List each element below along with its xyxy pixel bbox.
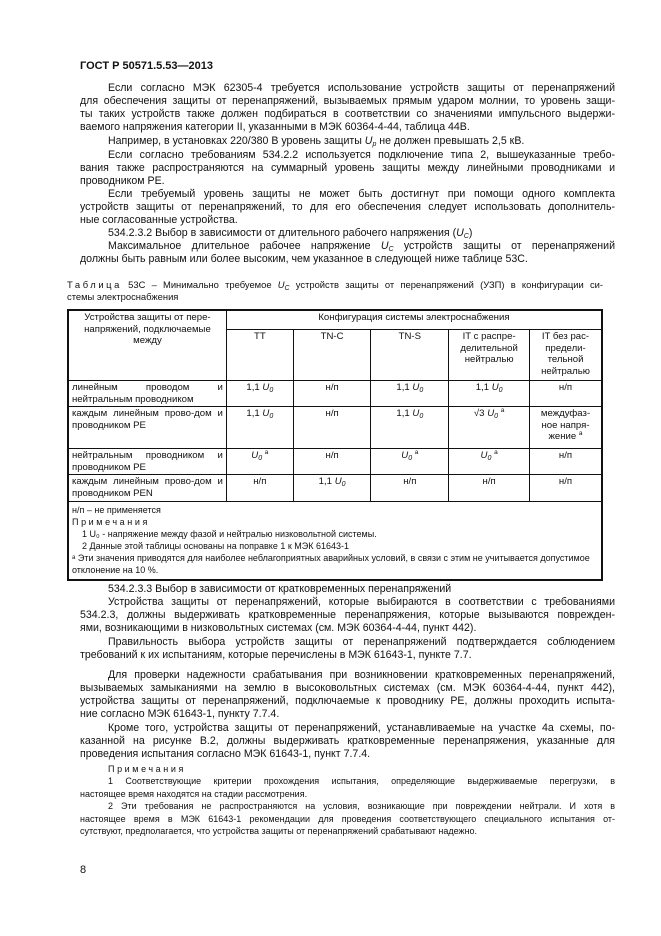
table-cell: н/п xyxy=(293,407,371,449)
table-53c xyxy=(67,309,603,581)
table-caption-label: Таблица xyxy=(67,279,122,290)
paragraph xyxy=(80,188,615,227)
table-cell: $U_0$ $^a$ xyxy=(449,449,530,475)
text-line: проведения испытания согласно МЭК 61643-1, пункт 7.7.4. xyxy=(80,748,371,761)
text-line: Для проверки надежности срабатывания при возникновении кратковременных перенапряжений, xyxy=(108,669,615,681)
note-1 xyxy=(80,775,615,800)
table-cell: н/п xyxy=(449,475,530,501)
text-line: 534.2.3, должны выдерживать кратковременные перенапряжения, которые вызываются поврежден- xyxy=(80,609,615,622)
column-header: IT с распре-делительной нейтралью xyxy=(449,330,530,381)
text-line: сутствуют, предполагается, что устройства защиты от перенапряжений срабатывают надежно. xyxy=(80,826,478,837)
note-2: 2 Данные этой таблицы основаны на поправке 1 к МЭК 61643-1 xyxy=(82,540,350,551)
text-line: Устройства защиты от перенапряжений, которые выбираются в соответствии с требованиями xyxy=(108,596,615,608)
text-line: Кроме того, устройства защиты от перенапряжений, устанавливаемые на участке 4а схемы, по- xyxy=(108,722,615,734)
paragraph xyxy=(80,149,615,188)
table-cell: 1,1 $U_0$ xyxy=(226,407,293,449)
column-header: TT xyxy=(226,330,293,381)
table-cell: н/п xyxy=(530,381,602,407)
table-cell: $U_0$ $^a$ xyxy=(371,449,449,475)
paragraph xyxy=(80,722,615,761)
row-label: каждым линейным прово-дом и проводником PEN xyxy=(68,475,226,501)
table-row xyxy=(68,449,602,475)
text-line: 534.2.3.3 Выбор в зависимости от кратковременных перенапряжений xyxy=(108,583,452,595)
table-cell: н/п xyxy=(530,449,602,475)
notes-block xyxy=(80,763,615,837)
group-header: Конфигурация системы электроснабжения xyxy=(226,310,602,330)
page-number: 8 xyxy=(80,864,87,876)
column-header: IT без рас-предели-тельной нейтралью xyxy=(530,330,602,381)
text-line: 1 Соответствующие критерии прохождения испытания, определяющие выдерживаемые перегрузки, в xyxy=(108,776,615,787)
table-cell: 1,1 $U_0$ xyxy=(293,475,371,501)
table-row xyxy=(68,475,602,501)
text-line: ваемого напряжения категории II, указанными в МЭК 60364-4-44, таблица 44В. xyxy=(80,121,470,134)
paragraph xyxy=(80,669,615,721)
text-line: должны быть равным или более высоким, чем указанное в следующей ниже таблице 53С. xyxy=(80,253,528,266)
abbrev: н/п – не применяется xyxy=(72,504,161,515)
table-row xyxy=(68,381,602,407)
text-line: настоящее время в МЭК 61643-1 рекомендации для проведения соответствующего специального испытания от- xyxy=(80,813,615,824)
table-row xyxy=(68,407,602,449)
table-cell: 1,1 $U_0$ xyxy=(226,381,293,407)
row-label: каждым линейным прово-дом и проводником PE xyxy=(68,407,226,449)
note-1: 1 U₀ - напряжение между фазой и нейтралью низковольтной системы. xyxy=(82,528,377,539)
paragraph xyxy=(80,240,615,266)
text-line: устройств защиты от перенапряжений, то для его обеспечения следует использовать дополнитель- xyxy=(80,201,615,214)
column-header: TN-S xyxy=(371,330,449,381)
voltage-symbol: $U_C$ xyxy=(380,240,394,253)
paragraph xyxy=(80,636,615,662)
text-line: Максимальное длительное рабочее напряжение $U_C$ устройств защиты от перенапряжений xyxy=(108,240,615,253)
text-line: для обеспечения защиты от перенапряжений, вызываемых прямым ударом молнии, то уровень защи- xyxy=(80,95,615,108)
paragraph xyxy=(80,135,615,148)
column-header: TN-C xyxy=(293,330,371,381)
section-heading xyxy=(80,227,615,240)
voltage-symbol: $U_C$ xyxy=(456,227,469,240)
table-cell: н/п xyxy=(226,475,293,501)
table-cell: 1,1 $U_0$ xyxy=(449,381,530,407)
table-cell: н/п xyxy=(293,449,371,475)
table-cell: н/п xyxy=(293,381,371,407)
text-line: 534.2.3.2 Выбор в зависимости от длительного рабочего напряжения $(U_C)$ xyxy=(108,227,473,240)
voltage-symbol: $U_p$ xyxy=(364,135,377,148)
row-label: линейным проводом и нейтральным проводником xyxy=(68,381,226,407)
document-header: ГОСТ Р 50571.5.53—2013 xyxy=(80,60,214,72)
section-heading xyxy=(80,583,615,596)
text-line: требований к их испытаниям, которые перечислены в МЭК 61643-1, пункте 7.7. xyxy=(80,649,472,662)
notes-title: Примечания xyxy=(108,764,186,774)
table-cell: междуфаз-ное напря-жение $^a$ xyxy=(530,407,602,449)
text-line: вызываемых замыканиями на землю в высоковольтных системах (см. МЭК 60364-4-44, пункт 442), xyxy=(80,682,615,695)
table-cell: $U_0$ $^a$ xyxy=(226,449,293,475)
text-line: казанной на рисунке В.2, должны выдерживать кратковременные перенапряжения, указанные для xyxy=(80,735,615,748)
table-notes xyxy=(68,501,602,580)
text-line: Если согласно требованиям 534.2.2 используется подключение типа 2, вышеуказанные требо- xyxy=(108,149,615,161)
text-line: Если согласно МЭК 62305-4 требуется использование устройств защиты от перенапряжений xyxy=(108,82,615,94)
paragraph xyxy=(80,82,615,134)
paragraph xyxy=(80,596,615,635)
table-cell: н/п xyxy=(371,475,449,501)
text-line: Если требуемый уровень защиты не может быть достигнут при помощи одного комплекта xyxy=(108,188,615,200)
table-cell: н/п xyxy=(530,475,602,501)
text-line: ями, возникающими в низковольтных системах (см. МЭК 60364-4-44, пункт 442). xyxy=(80,622,477,635)
text-line: Правильность выбора устройств защиты от перенапряжений подтверждается соблюдением xyxy=(108,636,615,648)
footnote: ᵃ Эти значения приводятся для наиболее неблагоприятных аварийных условий, в связи с этим не учитывается допустимое отклонение на 10 %. xyxy=(72,552,590,576)
table-cell: 1,1 $U_0$ xyxy=(371,381,449,407)
table-cell: 1,1 $U_0$ xyxy=(371,407,449,449)
voltage-symbol: $U_C$ xyxy=(277,279,290,292)
text-line: устройства защиты от перенапряжений, подключаемые к проводнику PE, должны проходить испыта- xyxy=(80,695,615,708)
text-line: Например, в установках 220/380 В уровень защиты $U_p$ не должен превышать 2,5 кВ. xyxy=(108,135,525,148)
table-cell: √3 $U_0$ $^a$ xyxy=(449,407,530,449)
note-2 xyxy=(80,800,615,837)
notes-title: Примечания xyxy=(72,516,150,527)
text-line: вания также распространяются на суммарный уровень защиты между линейными проводниками и xyxy=(80,162,615,175)
table-caption: Таблица 53С – Минимально требуемое $U_C$ устройств защиты от перенапряжений (УЗП) в конфигурации си- стемы электроснабжения xyxy=(67,279,604,303)
row-header: Устройства защиты от пере-напряжений, подключаемые между xyxy=(68,310,226,381)
text-line: ние согласно МЭК 61643-1, пункту 7.7.4. xyxy=(80,708,280,721)
text-line: ные согласованные устройства. xyxy=(80,214,238,227)
row-label: нейтральным проводником и проводником PE xyxy=(68,449,226,475)
text-line: проводником PE. xyxy=(80,175,165,188)
text-line: настоящее время находятся на стадии рассмотрения. xyxy=(80,788,308,799)
text-line: 2 Эти требования не распространяются на условия, возникающие при повреждении нейтрали. И хотя в xyxy=(108,801,615,812)
text-line: ты таких устройств также должен подбираться в соответствии со значениями импульсного выдержи- xyxy=(80,108,615,121)
